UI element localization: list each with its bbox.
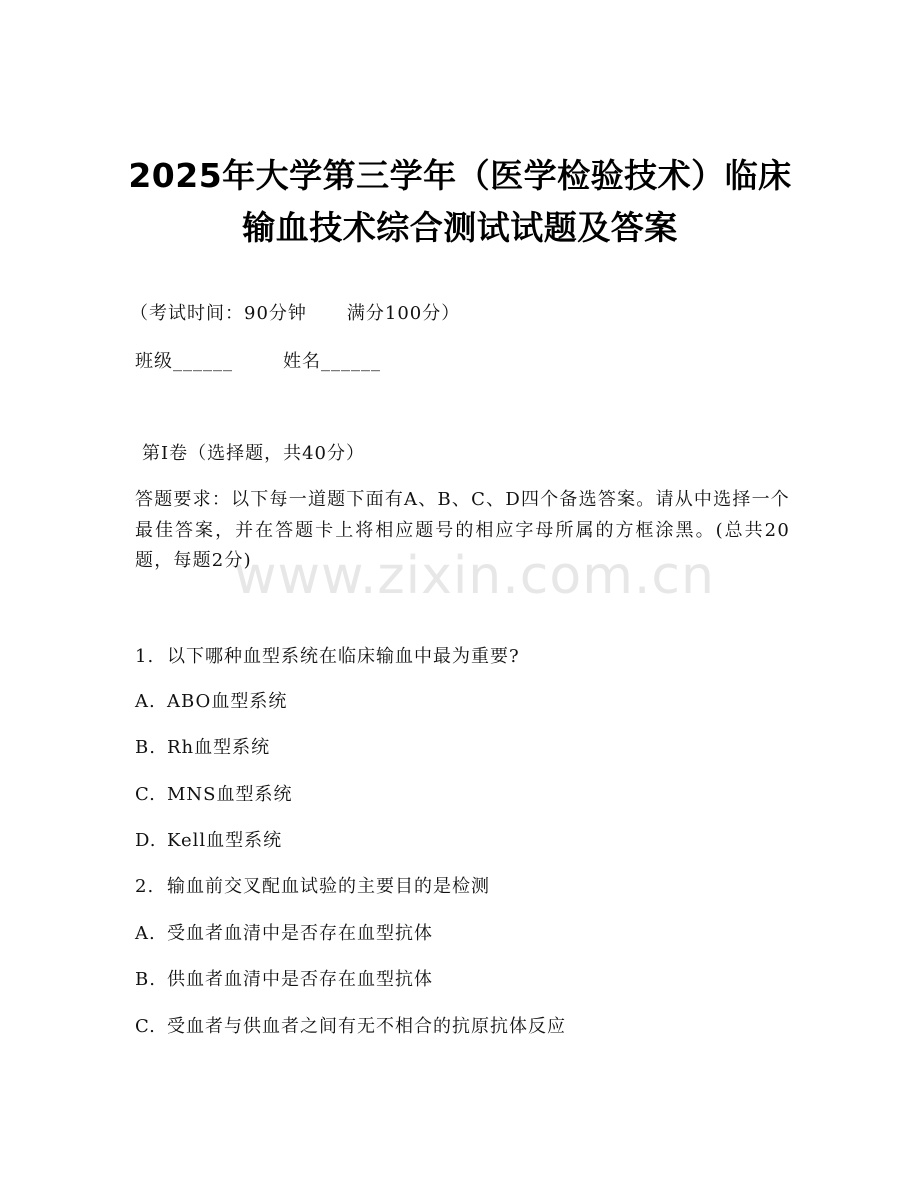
question-text: 输血前交叉配血试验的主要目的是检测 bbox=[167, 876, 490, 897]
option-letter: B. bbox=[135, 737, 156, 758]
class-field: 班级______ bbox=[135, 351, 233, 372]
option-letter: B. bbox=[135, 969, 156, 990]
watermark: www.zixin.com.cn bbox=[234, 546, 715, 606]
title-line-2: 输血技术综合测试试题及答案 bbox=[242, 208, 678, 247]
question-text: 以下哪种血型系统在临床输血中最为重要? bbox=[167, 646, 520, 667]
question-number: 2. bbox=[135, 876, 155, 897]
exam-meta bbox=[130, 302, 460, 326]
student-info bbox=[135, 350, 381, 374]
question-1-option-b bbox=[135, 736, 270, 760]
answer-instructions: 答题要求：以下每一道题下面有A、B、C、D四个备选答案。请从中选择一个最佳答案，并在答题卡上将相应题号的相应字母所属的方框涂黑。(总共20题，每题2分) bbox=[135, 489, 790, 571]
option-text: Rh血型系统 bbox=[167, 737, 271, 758]
title-line-1: 2025年大学第三学年（医学检验技术）临床 bbox=[128, 156, 792, 195]
option-text: ABO血型系统 bbox=[167, 691, 288, 712]
document-title bbox=[120, 150, 800, 254]
question-1-option-c bbox=[135, 783, 293, 807]
question-2 bbox=[135, 875, 490, 899]
question-1-option-d bbox=[135, 829, 282, 853]
option-letter: C. bbox=[135, 1016, 156, 1037]
question-1 bbox=[135, 645, 520, 669]
question-2-option-b bbox=[135, 968, 433, 992]
option-letter: D. bbox=[135, 830, 157, 851]
question-1-option-a bbox=[135, 690, 287, 714]
option-text: MNS血型系统 bbox=[167, 784, 293, 805]
option-letter: A. bbox=[135, 691, 156, 712]
section-heading: 第I卷（选择题，共40分） bbox=[142, 443, 366, 464]
exam-time: （考试时间：90分钟 bbox=[130, 303, 307, 324]
option-letter: A. bbox=[135, 923, 156, 944]
name-field: 姓名______ bbox=[283, 351, 381, 372]
option-text: 供血者血清中是否存在血型抗体 bbox=[167, 969, 433, 990]
full-score: 满分100分） bbox=[346, 303, 461, 324]
question-2-option-c bbox=[135, 1015, 566, 1039]
question-2-option-a bbox=[135, 922, 433, 946]
option-text: Kell血型系统 bbox=[167, 830, 283, 851]
option-letter: C. bbox=[135, 784, 156, 805]
question-number: 1. bbox=[135, 646, 155, 667]
option-text: 受血者血清中是否存在血型抗体 bbox=[167, 923, 433, 944]
option-text: 受血者与供血者之间有无不相合的抗原抗体反应 bbox=[167, 1016, 566, 1037]
